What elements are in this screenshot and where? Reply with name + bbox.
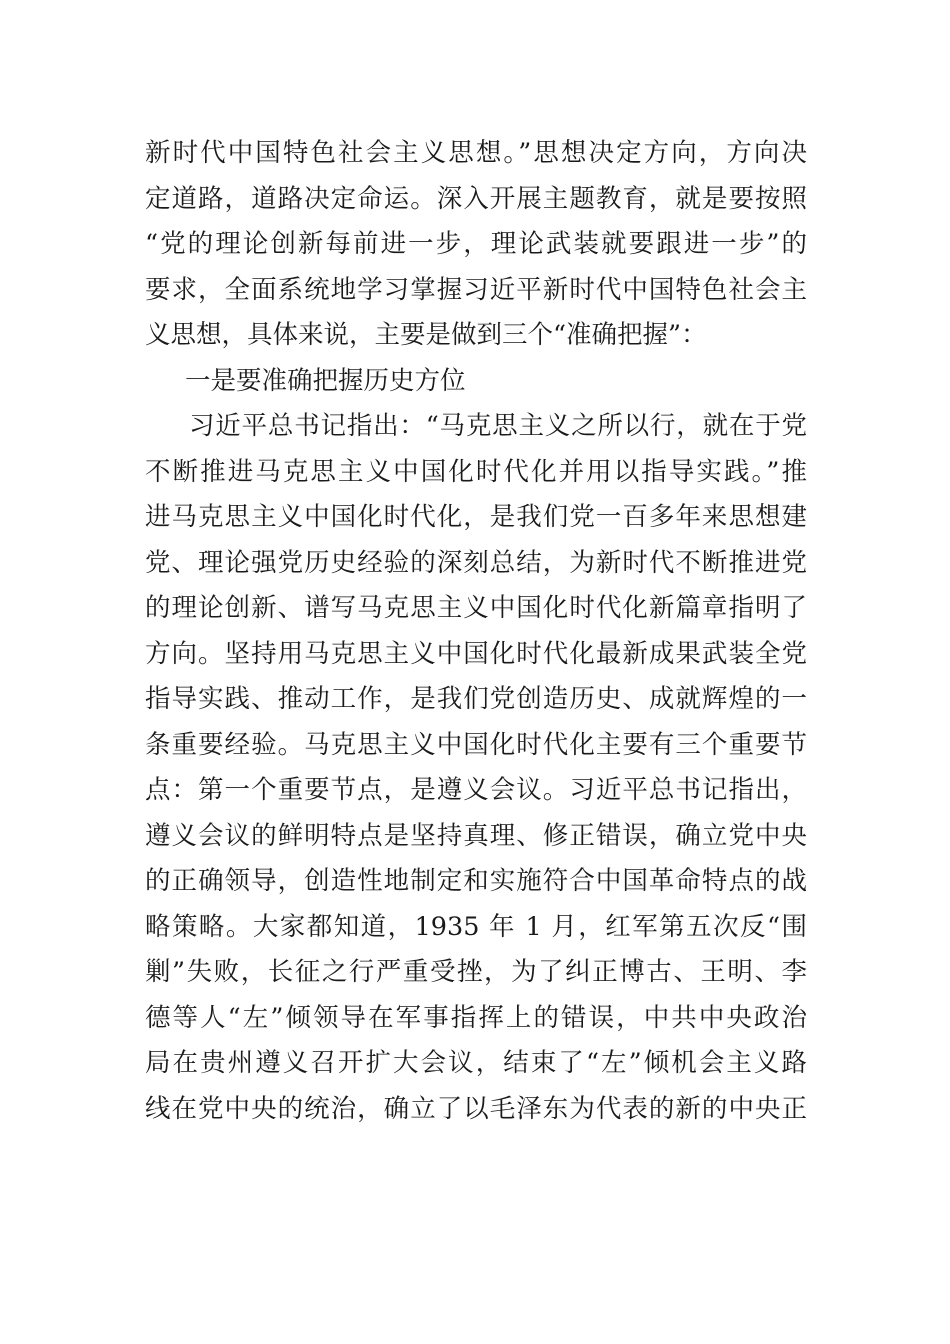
text-line: 剿”失败，长征之行严重受挫，为了纠正博古、王明、李	[145, 957, 807, 987]
text-line: 新时代中国特色社会主义思想。”思想决定方向，方向决	[145, 138, 807, 168]
text-line: 不断推进马克思主义中国化时代化并用以指导实践。”推	[145, 456, 807, 487]
text-line: 的正确领导，创造性地制定和实施符合中国革命特点的战	[145, 866, 807, 896]
text-line: 方向。坚持用马克思主义中国化时代化最新成果武装全党	[145, 638, 807, 669]
text-line: 线在党中央的统治，确立了以毛泽东为代表的新的中央正	[145, 1093, 807, 1124]
text-line: 的理论创新、谱写马克思主义中国化时代化新篇章指明了	[145, 593, 807, 623]
text-line: 习近平总书记指出：“马克思主义之所以行，就在于党	[189, 411, 807, 441]
text-line: 德等人“左”倾领导在军事指挥上的错误，中共中央政治	[145, 1002, 807, 1033]
text-line: 局在贵州遵义召开扩大会议，结束了“左”倾机会主义路	[145, 1048, 807, 1078]
text-line: 义思想，具体来说，主要是做到三个“准确把握”：	[145, 320, 707, 350]
text-line: 略策略。大家都知道，1935 年 1 月，红军第五次反“围	[145, 911, 807, 942]
body-text	[145, 131, 807, 1132]
text-line: 指导实践、推动工作，是我们党创造历史、成就辉煌的一	[145, 684, 807, 714]
section-heading: 一是要准确把握历史方位	[185, 365, 466, 396]
text-line: 要求，全面系统地学习掌握习近平新时代中国特色社会主	[145, 274, 807, 305]
text-line: 党、理论强党历史经验的深刻总结，为新时代不断推进党	[145, 547, 807, 578]
text-line: 定道路，道路决定命运。深入开展主题教育，就是要按照	[145, 183, 807, 214]
text-line: 遵义会议的鲜明特点是坚持真理、修正错误，确立党中央	[145, 820, 807, 851]
text-line: 进马克思主义中国化时代化，是我们党一百多年来思想建	[145, 502, 807, 532]
text-line: 条重要经验。马克思主义中国化时代化主要有三个重要节	[145, 729, 807, 760]
text-line: 点：第一个重要节点，是遵义会议。习近平总书记指出，	[145, 775, 807, 805]
text-line: “党的理论创新每前进一步，理论武装就要跟进一步”的	[145, 229, 807, 259]
